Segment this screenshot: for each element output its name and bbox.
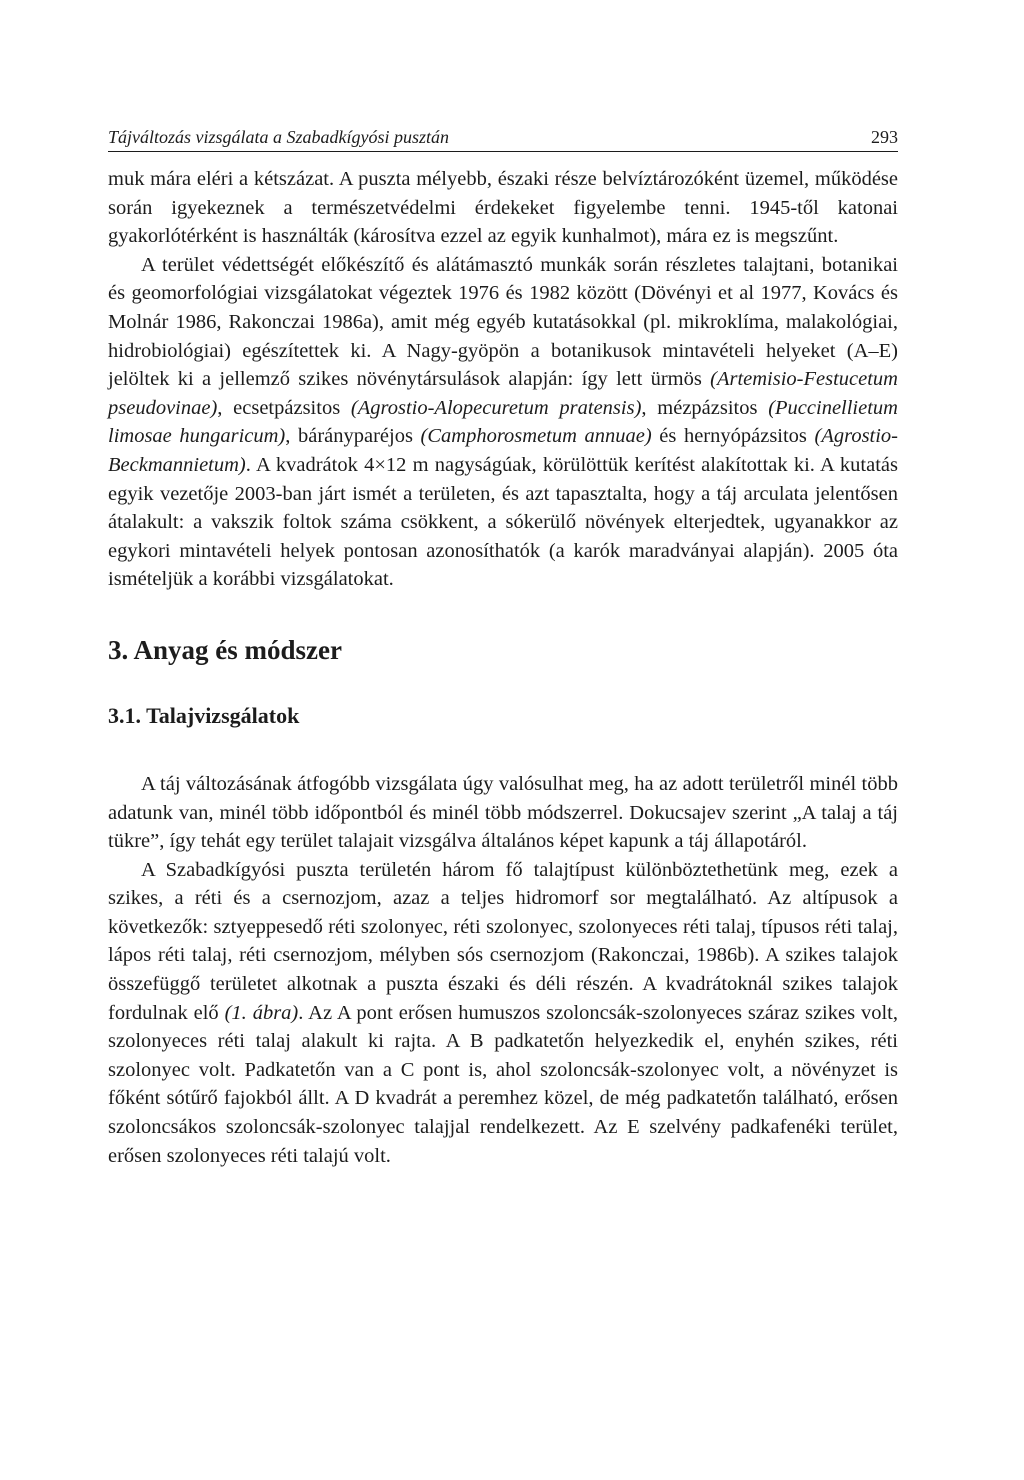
article-body	[108, 165, 898, 1170]
section-spacer	[108, 594, 898, 634]
text-run: A Szabadkígyósi puszta területén három fő talajtípust különböztethetünk meg, ezek a szikes, a réti és a csernozjom, azaz a teljes hidromorf sor megtalálható. Az altípusok a következők: sztyeppesedő réti szolonyec, réti szolonyec, szolonyeces réti talaj, típusos réti talaj, lápos réti talaj, réti csernozjom, mélyben sós csernozjom (Rakonczai, 1986b). A szikes talajok összefüggő területet alkotnak a puszta északi és déli részén. A kvadrátoknál szikes talajok fordulnak elő	[108, 858, 898, 1024]
species-name: (Puccinellietum limosae hungaricum)	[108, 396, 898, 448]
text-run: . Az A pont erősen humuszos szoloncsák-szolonyeces száraz szikes volt, szolonyeces réti talaj alakult ki rajta. A B padkatetőn helyezkedik el, enyhén szikes, réti szolonyec volt. Padkatetőn van a C pont is, ahol szoloncsák-szolonyec volt, a növényzet is főként sótűrő fajokból állt. A D kvadrát a peremhez közel, de még padkatetőn található, erősen szoloncsákos szoloncsák-szolonyec talajjal rendelkezett. Az E szelvény padkafenéki terület, erősen szolonyeces réti talajú volt.	[108, 1001, 898, 1167]
paragraph-continuation: muk mára eléri a kétszázat. A puszta mélyebb, északi része belvíztározóként üzemel, működése során igyekeznek a természetvédelmi érdekeket figyelembe tenni. 1945-től katonai gyakorlótérként is használták (károsítva ezzel az egyik kunhalmot), mára ez is megszűnt.	[108, 168, 898, 248]
text-run: A terület védettségét előkészítő és alátámasztó munkák során részletes talajtani, botanikai és geomorfológiai vizsgálatokat végeztek 1976 és 1982 között (Dövényi et al 1977, Kovács és Molnár 1986, Rakonczai 1986a), amit még egyéb kutatásokkal (pl. mikroklíma, malakológiai, hidrobiológiai) egészítettek ki. A Nagy-gyöpön a botanikusok mintavételi helyeket (A–E) jelöltek ki a jellemző szikes növénytársulások alapján: így lett ürmös	[108, 253, 898, 391]
species-name: (Camphorosmetum annuae)	[420, 425, 652, 448]
species-name: (Artemisio-Festucetum pseudovinae)	[108, 368, 898, 419]
text-run: , bárányparéjos	[285, 425, 421, 448]
paragraph-soils	[108, 856, 898, 1171]
running-title: Tájváltozás vizsgálata a Szabadkígyósi pusztán	[108, 127, 450, 147]
subsection-heading: 3.1. Talajvizsgálatok	[108, 702, 300, 728]
text-run: . A kvadrátok 4×12 m nagyságúak, körülöttük kerítést alakítottak ki. A kutatás egyik vezetője 2003-ban járt ismét a területen, és azt tapasztalta, hogy a táj arculata jelentősen átalakult: a vakszik foltok száma csökkent, a sókerülő növények elterjedtek, ugyanakkor az egykori mintavételi helyek pontosan azonosíthatók (a karók maradványai alapján). 2005 óta ismételjük a korábbi vizsgálatokat.	[108, 453, 898, 591]
page-number: 293	[871, 127, 898, 147]
section-heading: 3. Anyag és módszer	[108, 634, 342, 665]
text-run: , ecsetpázsitos	[217, 396, 351, 419]
figure-reference: (1. ábra)	[224, 1001, 299, 1024]
text-run: és hernyópázsitos	[651, 425, 815, 448]
paragraph-intro: A táj változásának átfogóbb vizsgálata úgy valósulhat meg, ha az adott területről minél több adatunk van, minél több időpontból és minél több módszerrel. Dokucsajev szerint „A talaj a táj tükre”, így tehát egy terület talajait vizsgálva általános képet kapunk a táj állapotáról.	[108, 772, 898, 853]
paragraph-background	[108, 251, 898, 594]
species-name: (Agrostio-Alopecuretum pratensis)	[350, 396, 642, 419]
text-run: , mézpázsitos	[641, 396, 769, 419]
running-head	[108, 126, 898, 152]
species-name: (Agrostio-Beckmannietum)	[108, 425, 899, 476]
